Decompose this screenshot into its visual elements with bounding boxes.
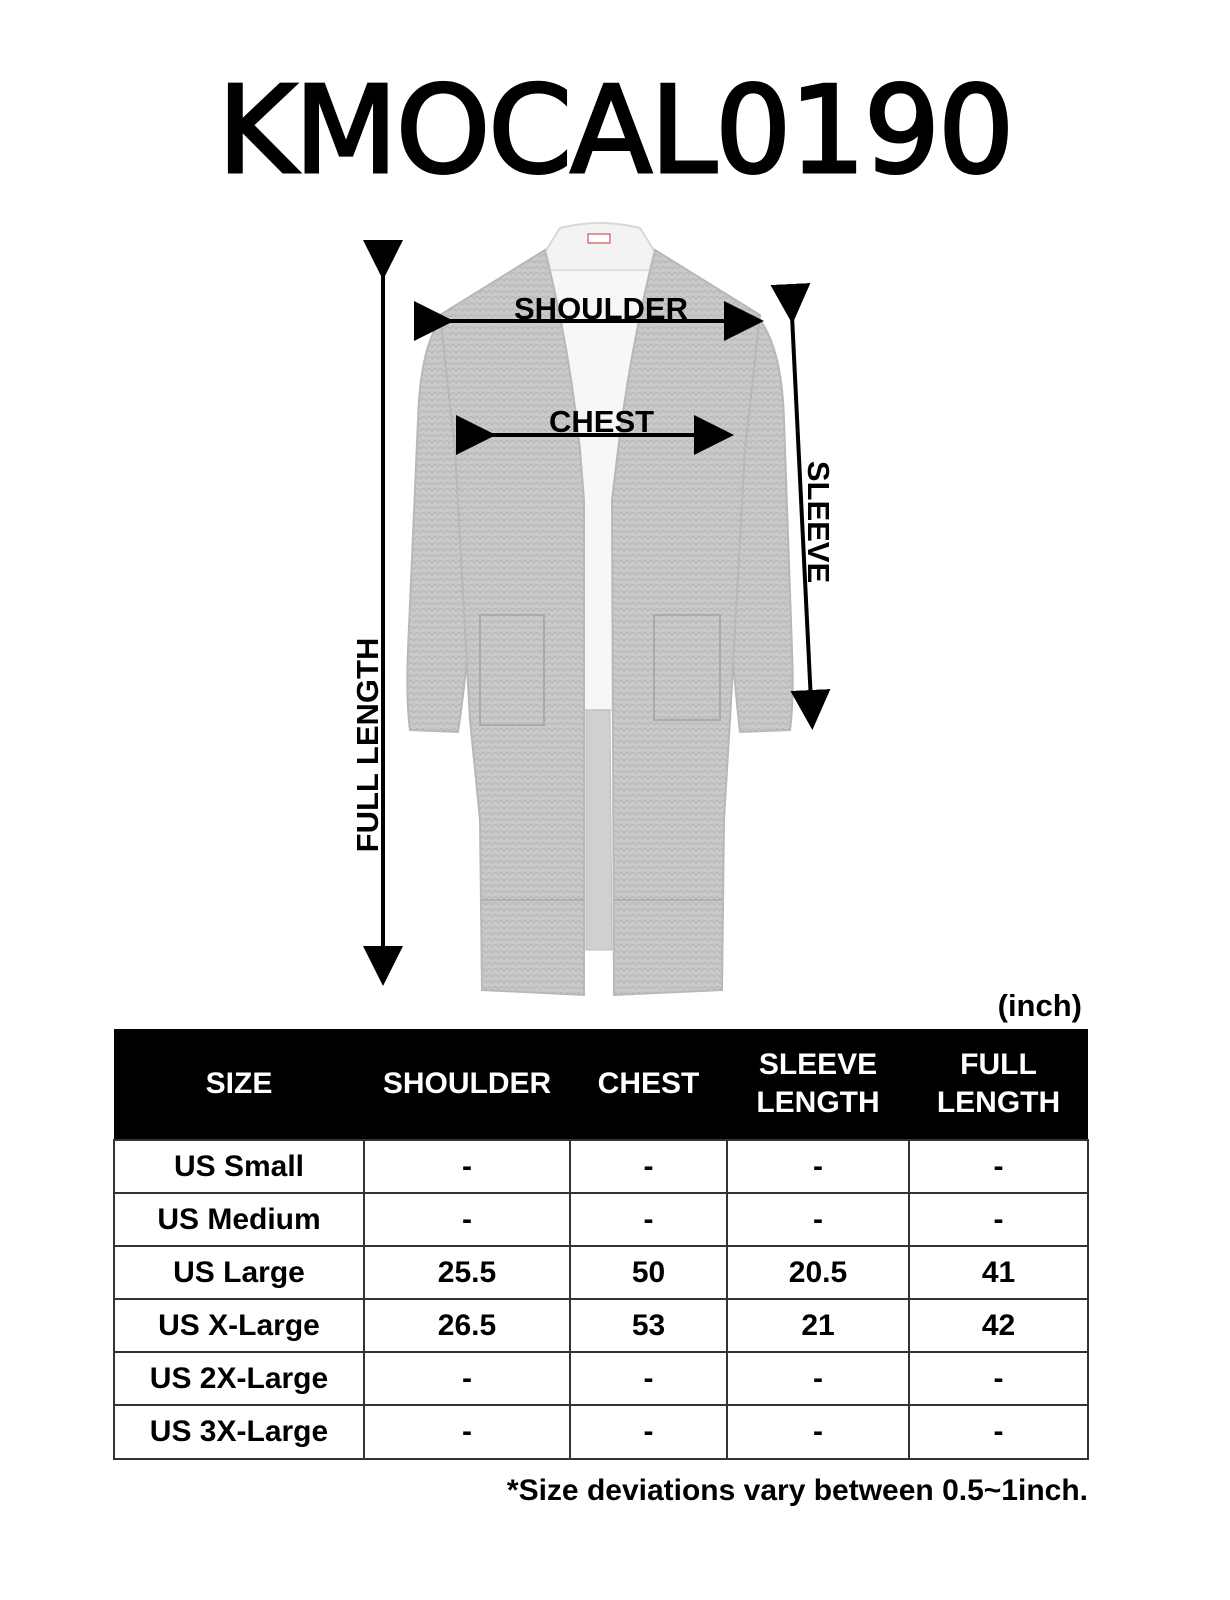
full-length-cell: - — [909, 1405, 1088, 1459]
size-cell: US Small — [114, 1140, 364, 1193]
size-cell: US Large — [114, 1246, 364, 1299]
chest-cell: 53 — [570, 1299, 727, 1352]
full-length-cell: 41 — [909, 1246, 1088, 1299]
table-row — [114, 1140, 1088, 1193]
sleeve-label: SLEEVE — [801, 460, 836, 584]
right-pocket — [654, 615, 720, 720]
chest-cell: - — [570, 1405, 727, 1459]
table-row — [114, 1193, 1088, 1246]
shoulder-cell: - — [364, 1140, 570, 1193]
size-cell: US 3X-Large — [114, 1405, 364, 1459]
chest-cell: - — [570, 1193, 727, 1246]
full-length-cell: 42 — [909, 1299, 1088, 1352]
unit-label: (inch) — [997, 988, 1082, 1023]
header-chest: CHEST — [570, 1029, 727, 1140]
sleeve-cell: - — [727, 1193, 909, 1246]
chest-cell: 50 — [570, 1246, 727, 1299]
size-deviation-note: *Size deviations vary between 0.5~1inch. — [506, 1474, 1088, 1507]
size-cell: US 2X-Large — [114, 1352, 364, 1405]
shoulder-label: SHOULDER — [514, 291, 688, 326]
chest-label: CHEST — [549, 404, 655, 439]
size-table — [113, 1029, 1089, 1460]
table-row — [114, 1405, 1088, 1459]
chest-cell: - — [570, 1140, 727, 1193]
shoulder-cell: 25.5 — [364, 1246, 570, 1299]
table-header-row — [114, 1029, 1088, 1140]
shoulder-cell: 26.5 — [364, 1299, 570, 1352]
full-length-cell: - — [909, 1352, 1088, 1405]
sleeve-cell: - — [727, 1352, 909, 1405]
garment-diagram — [0, 200, 1230, 1010]
header-shoulder: SHOULDER — [364, 1029, 570, 1140]
size-cell: US Medium — [114, 1193, 364, 1246]
sleeve-cell: 21 — [727, 1299, 909, 1352]
header-sleeve-length: SLEEVE LENGTH — [727, 1029, 909, 1140]
full-length-label: FULL LENGTH — [350, 637, 385, 853]
sleeve-cell: 20.5 — [727, 1246, 909, 1299]
sleeve-cell: - — [727, 1140, 909, 1193]
header-size: SIZE — [114, 1029, 364, 1140]
label-tag — [588, 234, 610, 243]
table-row — [114, 1246, 1088, 1299]
shoulder-cell: - — [364, 1193, 570, 1246]
header-full-length: FULL LENGTH — [909, 1029, 1088, 1140]
product-code-title: KMOCAL0190 — [217, 62, 1013, 201]
table-row — [114, 1352, 1088, 1405]
table-row — [114, 1299, 1088, 1352]
shoulder-cell: - — [364, 1405, 570, 1459]
full-length-cell: - — [909, 1193, 1088, 1246]
full-length-cell: - — [909, 1140, 1088, 1193]
chest-cell: - — [570, 1352, 727, 1405]
shoulder-cell: - — [364, 1352, 570, 1405]
left-pocket — [480, 615, 544, 725]
size-cell: US X-Large — [114, 1299, 364, 1352]
sleeve-cell: - — [727, 1405, 909, 1459]
